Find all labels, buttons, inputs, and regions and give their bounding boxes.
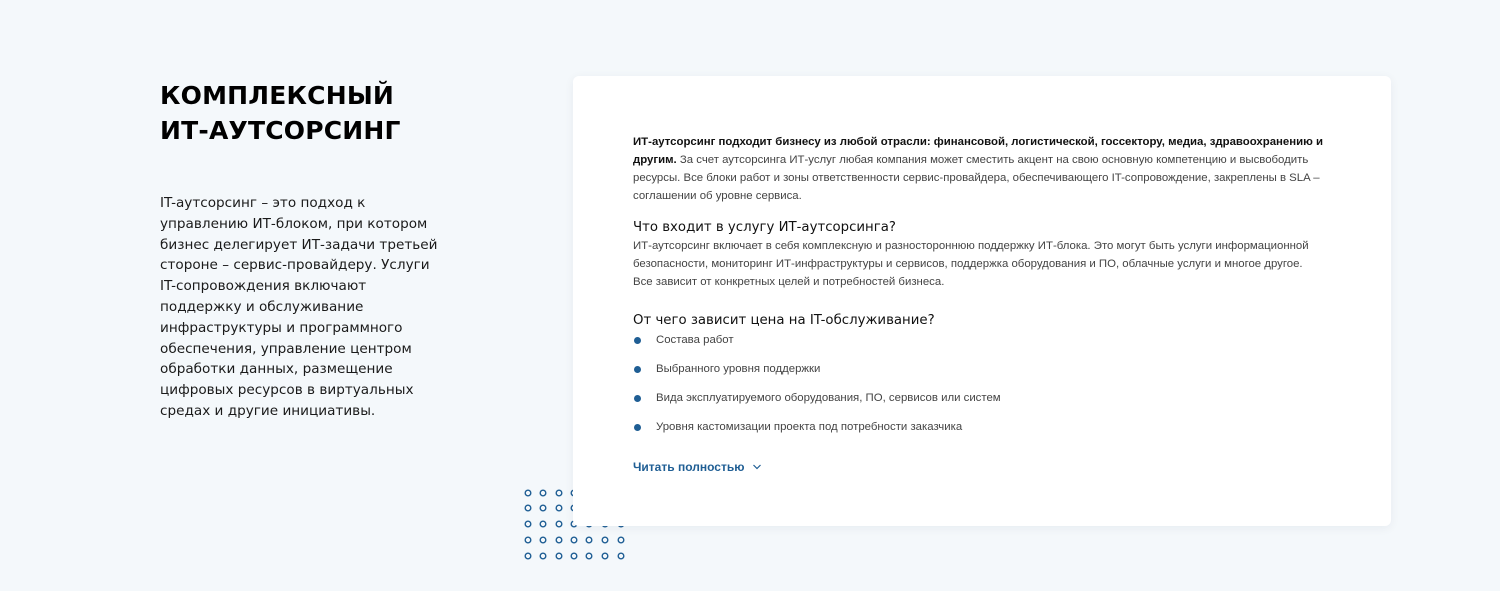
- section-intro: IT-аутсорсинг – это подход к управлению ИТ-блоком, при котором бизнес делегирует ИТ-задачи третьей стороне – сервис-провайдеру. Услуги IT-сопровождения включают поддержку и обслуживание инфраструктуры и программного обеспечения, управление центром обработки данных, размещение цифровых ресурсов в виртуальных средах и другие инициативы.: [160, 195, 438, 419]
- list-item-label: Вида эксплуатируемого оборудования, ПО, сервисов или систем: [656, 392, 1001, 404]
- list-item-label: Уровня кастомизации проекта под потребности заказчика: [656, 421, 963, 433]
- bullet-icon: [634, 395, 641, 402]
- card-lead-text: За счет аутсорсинга ИТ-услуг любая компания может сместить акцент на свою основную компетенцию и высвободить ресурсы. Все блоки работ и зоны ответственности сервис-провайдера, обеспечивающего IT-сопровождение, закреплены в SLA – соглашении об уровне сервиса.: [633, 154, 1320, 202]
- list-item: [633, 389, 1323, 407]
- list-item: [633, 331, 1323, 349]
- answer-services: ИТ-аутсорсинг включает в себя комплексную и разностороннюю поддержку ИТ-блока. Это могут быть услуги информационной безопасности, мониторинг ИТ-инфраструктуры и сервисов, поддержка оборудования и ПО, облачные услуги и многое другое. Все зависит от конкретных целей и потребностей бизнеса.: [633, 240, 1309, 288]
- section-title: КОМПЛЕКСНЫЙ ИТ-АУТСОРСИНГ: [160, 81, 401, 145]
- card-lead-bold: ИТ-аутсорсинг подходит бизнесу из любой отрасли: финансовой, логистической, госсектору, медиа, здравоохранению и другим.: [633, 136, 1324, 166]
- bullet-icon: [634, 424, 641, 431]
- info-card-content: [633, 133, 1323, 476]
- list-item-label: Состава работ: [656, 334, 734, 346]
- read-more-label: Читать полностью: [633, 460, 745, 474]
- question-heading-services: Что входит в услугу ИТ-аутсорсинга?: [633, 220, 896, 235]
- question-heading-price: От чего зависит цена на IT-обслуживание?: [633, 313, 935, 328]
- list-item: [633, 360, 1323, 378]
- list-item-label: Выбранного уровня поддержки: [656, 363, 821, 375]
- info-card: [573, 76, 1391, 526]
- list-item: [633, 418, 1323, 436]
- price-factors-list: [633, 331, 1323, 436]
- chevron-down-icon: [752, 462, 762, 472]
- section-left: [160, 78, 450, 422]
- bullet-icon: [634, 337, 641, 344]
- read-more-link[interactable]: [633, 460, 762, 474]
- bullet-icon: [634, 366, 641, 373]
- card-lead-paragraph: [633, 133, 1323, 205]
